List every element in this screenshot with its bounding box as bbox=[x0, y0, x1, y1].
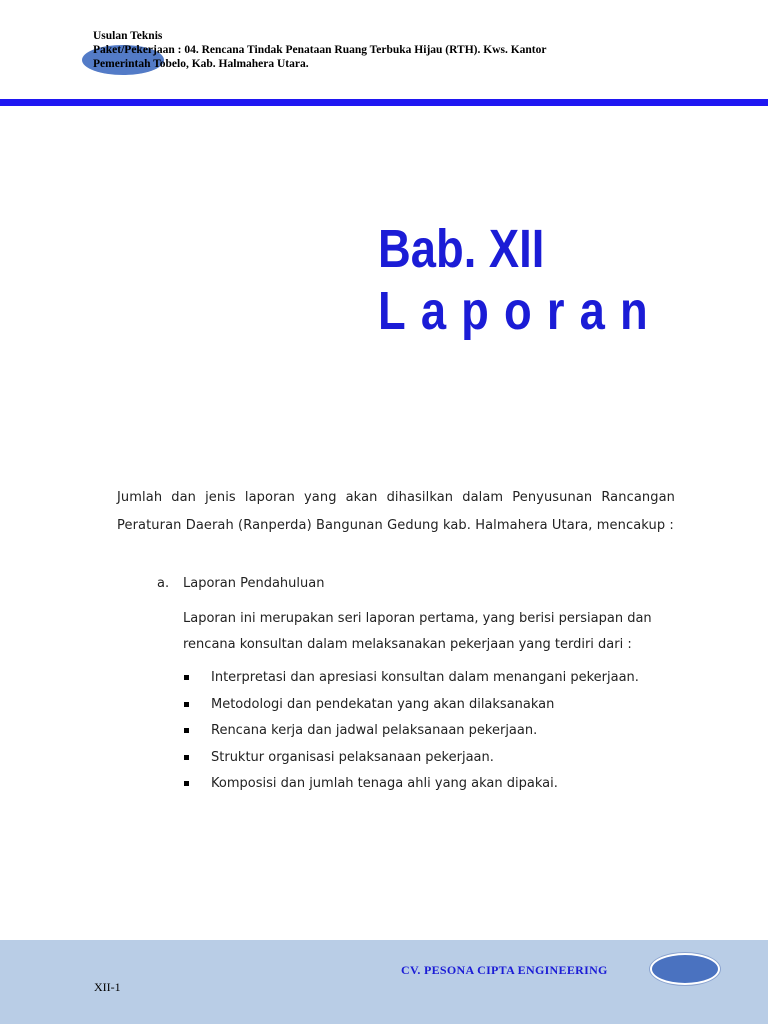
bullet-text: Rencana kerja dan jadwal pelaksanaan pekerjaan. bbox=[211, 723, 538, 738]
square-bullet-icon bbox=[184, 675, 189, 680]
list-item-a-marker: a. bbox=[157, 576, 170, 591]
footer-oval-decoration bbox=[650, 953, 720, 985]
square-bullet-icon bbox=[184, 728, 189, 733]
list-item-a-title: Laporan Pendahuluan bbox=[183, 576, 325, 591]
chapter-title bbox=[378, 218, 663, 342]
page-header bbox=[0, 0, 768, 100]
header-text bbox=[93, 29, 673, 71]
header-line-2: Paket/Pekerjaan : 04. Rencana Tindak Penataan Ruang Terbuka Hijau (RTH). Kws. Kantor bbox=[93, 44, 547, 56]
intro-paragraph: Jumlah dan jenis laporan yang akan dihasilkan dalam Penyusunan Rancangan Peraturan Daerah (Ranperda) Bangunan Gedung kab. Halmahera Utara, mencakup : bbox=[117, 490, 675, 533]
square-bullet-icon bbox=[184, 755, 189, 760]
bullet-text: Interpretasi dan apresiasi konsultan dalam menangani pekerjaan. bbox=[211, 670, 639, 685]
footer-company-name: CV. PESONA CIPTA ENGINEERING bbox=[401, 963, 608, 977]
chapter-name: Laporan bbox=[378, 281, 663, 341]
header-line-1: Usulan Teknis bbox=[93, 30, 163, 42]
footer-page-number: XII-1 bbox=[94, 980, 121, 994]
bullet-text: Metodologi dan pendekatan yang akan dilaksanakan bbox=[211, 696, 555, 712]
square-bullet-icon bbox=[184, 781, 189, 786]
list-item-a bbox=[157, 573, 324, 595]
bullet-text: Komposisi dan jumlah tenaga ahli yang akan dipakai. bbox=[211, 776, 558, 791]
list-item-a-description: Laporan ini merupakan seri laporan pertama, yang berisi persiapan dan rencana konsultan dalam melaksanakan pekerjaan yang terdiri dari : bbox=[183, 611, 652, 652]
square-bullet-icon bbox=[184, 702, 189, 707]
header-line-3: Pemerintah Tobelo, Kab. Halmahera Utara. bbox=[93, 58, 309, 70]
header-divider bbox=[0, 99, 768, 106]
chapter-number: Bab. XII bbox=[378, 219, 545, 279]
bullet-text: Struktur organisasi pelaksanaan pekerjaan. bbox=[211, 749, 494, 765]
